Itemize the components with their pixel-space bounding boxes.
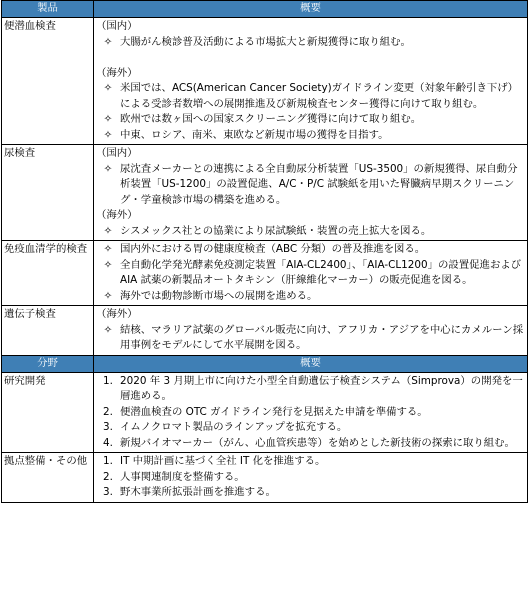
item-text: 中東、ロシア、南米、東欧など新規市場の獲得を目指す。 [120, 128, 389, 141]
item-text: 2020 年 3 月期上市に向けた小型全自動遺伝子検査システム（Simprova）の開発を一層進める。 [120, 374, 523, 402]
item-number: 3. [103, 421, 113, 433]
product-name: 尿検査 [2, 145, 94, 241]
bullet-item [96, 128, 525, 144]
bullet-diamond-icon: ✧ [103, 162, 113, 175]
item-number: 1. [103, 374, 113, 387]
bullet-item [96, 162, 525, 209]
product-name: 免疫血清学的検査 [2, 241, 94, 306]
item-text: IT 中期計画に基づく全社 IT 化を推進する。 [120, 455, 326, 467]
region-subheading: （海外） [96, 308, 138, 320]
product-row [2, 18, 528, 145]
item-text: イムノクロマト製品のラインアップを拡充する。 [120, 421, 348, 433]
product-summary [94, 306, 528, 356]
bullet-diamond-icon: ✧ [103, 35, 113, 48]
item-text: 便潜血検査の OTC ガイドライン発行を見据えた申請を準備する。 [120, 405, 428, 418]
blank-line [96, 50, 525, 66]
numbered-item [96, 470, 525, 486]
bullet-diamond-icon: ✧ [103, 224, 113, 237]
item-text: 尿沈査メーカーとの連携による全自動尿分析装置「US-3500」の新規獲得、尿自動分析装置「US-1200」の設置促進、A/C・P/C 試験紙を用いた腎臓病早期スクリーニング・学童検診市場の構築を進める。 [120, 162, 518, 206]
field-name: 拠点整備・その他 [2, 453, 94, 503]
summary-column-header-2: 概要 [94, 355, 528, 372]
bullet-diamond-icon: ✧ [103, 128, 113, 141]
bullet-diamond-icon: ✧ [103, 243, 113, 255]
product-column-header: 製品 [2, 1, 94, 18]
product-header-row [2, 1, 528, 18]
item-text: 全自動化学発光酵素免疫測定装置「AIA-CL2400」、「AIA-CL1200」の設置促進および AIA 試薬の新製品オートタキシン（肝線維化マーカー）の販売促進を図る。 [120, 258, 522, 286]
item-text: 結核、マラリア試薬のグローバル販売に向け、アフリカ・アジアを中心にカメルーン採用事例をモデルにして水平展開を図る。 [120, 323, 524, 351]
field-column-header: 分野 [2, 355, 94, 372]
numbered-item [96, 485, 525, 501]
item-number: 3. [103, 486, 113, 498]
bullet-diamond-icon: ✧ [103, 82, 113, 94]
numbered-item [96, 420, 525, 436]
numbered-item [96, 454, 525, 470]
bullet-item [96, 81, 525, 112]
item-text: 海外では動物診断市場への展開を進める。 [120, 289, 318, 302]
product-row [2, 145, 528, 241]
numbered-item [96, 436, 525, 452]
field-row [2, 453, 528, 503]
bullet-item [96, 224, 525, 240]
item-text: 国内外における胃の健康度検査（ABC 分類）の普及推進を図る。 [120, 243, 426, 255]
bullet-item [96, 289, 525, 305]
bullet-item [96, 35, 525, 51]
region-subheading: （海外） [96, 209, 138, 221]
item-text: シスメックス社との協業により尿試験紙・装置の売上拡大を図る。 [120, 224, 432, 237]
field-summary [94, 372, 528, 453]
item-text: 新規バイオマーカー（がん、心血管疾患等）を始めとした新技術の探索に取り組む。 [120, 436, 515, 449]
bullet-diamond-icon: ✧ [103, 113, 113, 125]
numbered-item [96, 374, 525, 405]
bullet-diamond-icon: ✧ [103, 289, 113, 302]
bullet-item [96, 112, 525, 128]
bullet-diamond-icon: ✧ [103, 323, 113, 336]
item-text: 米国では、ACS(American Cancer Society)ガイドライン変更（対象年齢引き下げ）による受診者数増への展開推進及び新規検査センター獲得に向けて取り組む。 [120, 82, 519, 110]
bullet-item [96, 242, 525, 258]
field-summary [94, 453, 528, 503]
field-name: 研究開発 [2, 372, 94, 453]
product-summary [94, 18, 528, 145]
item-number: 2. [103, 470, 113, 483]
overview-table [1, 0, 528, 503]
field-row [2, 372, 528, 453]
field-header-row [2, 355, 528, 372]
numbered-item [96, 405, 525, 421]
bullet-item [96, 323, 525, 354]
item-text: 大腸がん検診普及活動による市場拡大と新規獲得に取り組む。 [120, 35, 411, 48]
item-text: 野木事業所拡張計画を推進する。 [120, 486, 276, 498]
product-row [2, 306, 528, 356]
bullet-diamond-icon: ✧ [103, 258, 113, 271]
item-text: 欧州では数ヶ国への国家スクリーニング獲得に向けて取り組む。 [120, 113, 422, 125]
bullet-item [96, 258, 525, 289]
product-summary [94, 241, 528, 306]
item-number: 1. [103, 455, 113, 467]
region-subheading: （国内） [96, 20, 138, 32]
item-number: 4. [103, 436, 113, 449]
region-subheading: （国内） [96, 147, 138, 159]
product-name: 遺伝子検査 [2, 306, 94, 356]
product-name: 便潜血検査 [2, 18, 94, 145]
product-summary [94, 145, 528, 241]
product-row [2, 241, 528, 306]
item-number: 2. [103, 405, 113, 418]
item-text: 人事関連制度を整備する。 [120, 470, 245, 483]
summary-column-header: 概要 [94, 1, 528, 18]
region-subheading: （海外） [96, 66, 138, 79]
